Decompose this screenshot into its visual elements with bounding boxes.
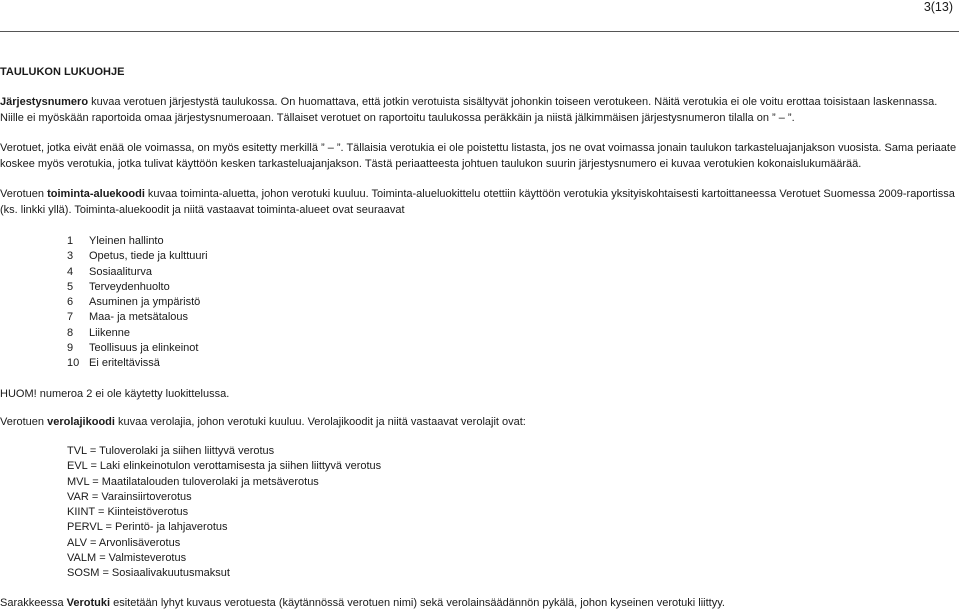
list-item: EVL = Laki elinkeinotulon verottamisesta ja siihen liittyvä verotus [67, 460, 382, 473]
list-item: 4 Sosiaaliturva [67, 265, 152, 278]
list-item: 1 Yleinen hallinto [67, 235, 164, 247]
list-item: 8 Liikenne [67, 326, 130, 339]
list-item: 5 Terveydenhuolto [67, 280, 170, 293]
list-item: 6 Asuminen ja ympäristö [67, 296, 201, 309]
paragraph-area-code: Verotuen toiminta-aluekoodi kuvaa toiminta-aluetta, johon verotuki kuuluu. Toiminta-alueluokittelu otettiin käyttöön verotukia yksityiskohtaisesti kartoittaneessa Verotuet Suomessa 2009-raportissa (ks. linkki yllä). Toiminta-aluekoodit ja niitä vastaavat toiminta-alueet ovat seuraavat [0, 188, 955, 216]
header-divider [0, 31, 959, 32]
area-code-list [67, 234, 208, 372]
term-area-code: toiminta-aluekoodi [47, 188, 145, 200]
paragraph-subsidy-column: Sarakkeessa Verotuki esitetään lyhyt kuvaus verotuesta (käytännössä verotuen nimi) sekä verolainsäädännön pykälä, johon kyseinen verotuki liittyy. [0, 597, 725, 609]
paragraph-order-number [0, 95, 957, 126]
term-order-number: Järjestysnumero [0, 96, 89, 108]
list-item: 3 Opetus, tiede ja kulttuuri [67, 250, 208, 263]
tax-type-list [67, 444, 381, 582]
list-item: TVL = Tuloverolaki ja siihen liittyvä verotus [67, 445, 275, 457]
list-item: 9 Teollisuus ja elinkeinot [67, 342, 199, 355]
paragraph-expired-subsidies: Verotuet, jotka eivät enää ole voimassa, on myös esitetty merkillä ” – ”. Tällaisia verotukia ei ole poistettu listasta, jos ne ovat voimassa jonain taulukon tarkasteluajanjakson vuosista. Sama periaate koskee myös verotukia, jotka tulivat käyttöön kesken tarkasteluajanjakson. Tästä periaatteesta johtuen taulukon suurin järjestysnumero ei kuvaa verotukien kokonaislukumäärää. [0, 142, 957, 170]
term-subsidy-column: Verotuki [66, 597, 111, 609]
paragraph-tax-type-code: Verotuen verolajikoodi kuvaa verolajia, johon verotuki kuuluu. Verolajikoodit ja niitä vastaavat verolajit ovat: [0, 416, 526, 428]
list-item: MVL = Maatilatalouden tuloverolaki ja metsäverotus [67, 475, 319, 488]
list-item: PERVL = Perintö- ja lahjaverotus [67, 521, 228, 534]
list-item: SOSM = Sosiaalivakuutusmaksut [67, 567, 230, 580]
page-title: TAULUKON LUKUOHJE [0, 66, 125, 78]
list-item: 7 Maa- ja metsätalous [67, 311, 189, 324]
list-item: ALV = Arvonlisäverotus [67, 536, 181, 549]
list-item: 10 Ei eriteltävissä [67, 357, 160, 370]
list-item: KIINT = Kiinteistöverotus [67, 506, 189, 519]
list-item: VALM = Valmisteverotus [67, 552, 187, 565]
note-text: HUOM! numeroa 2 ei ole käytetty luokittelussa. [0, 388, 230, 400]
page-number: 3(13) [923, 0, 953, 14]
term-tax-type-code: verolajikoodi [47, 416, 115, 428]
paragraph-text: kuvaa verotuen järjestystä taulukossa. On huomattava, että jotkin verotuista sisältyvät johonkin toiseen verotukeen. Näitä verotukia ei ole voitu erottaa toisistaan laskennassa. Niille ei myöskään raportoida omaa järjestysnumeroaan. Tällaiset verotuet on raportoitu taulukossa peräkkäin ja niistä jälkimmäisen järjestysnumeron tilalla on ” – ”. [0, 96, 938, 124]
list-item: VAR = Varainsiirtoverotus [67, 490, 192, 503]
